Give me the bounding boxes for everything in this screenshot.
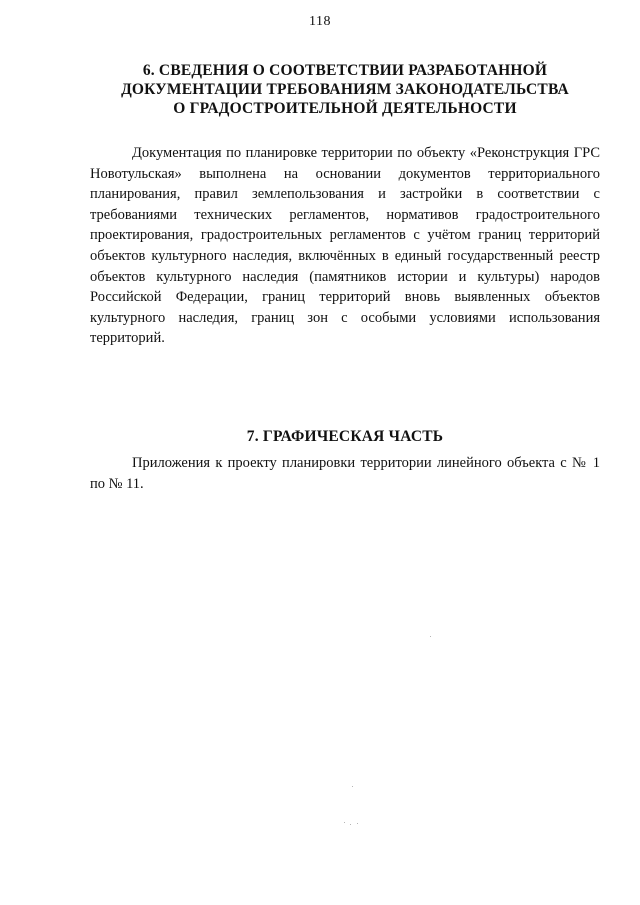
section-7-body [90,453,600,494]
scan-speck [344,822,345,823]
page-number: 118 [309,14,331,29]
scan-speck [352,786,353,787]
section-7-heading-text: 7. ГРАФИЧЕСКАЯ ЧАСТЬ [246,428,444,445]
section-6-body [90,143,600,349]
section-6-heading [90,61,600,118]
scan-speck [430,636,431,637]
scan-speck [350,824,351,825]
section-6-heading-line-1: 6. СВЕДЕНИЯ О СООТВЕТСТВИИ РАЗРАБОТАННОЙ [142,62,548,79]
section-6-heading-line-3: О ГРАДОСТРОИТЕЛЬНОЙ ДЕЯТЕЛЬНОСТИ [173,100,517,117]
scan-speck [357,823,358,824]
section-6-paragraph: Документация по планировке территории по объекту «Реконструкция ГРС Новотульская» выполнена на основании документов территориального планирования, правил землепользования и застройки в соответствии с требованиями технических регламентов, нормативов градостроительного проектирования, градостроительных регламентов с учётом границ территорий объектов культурного наследия, включённых в единый государственный реестр объектов культурного наследия (памятников истории и культуры) народов Российской Федерации, границ территорий вновь выявленных объектов культурного наследия, границ зон с особыми условиями использования территорий. [90,145,600,347]
section-7-paragraph: Приложения к проекту планировки территории линейного объекта с № 1 по № 11. [90,455,600,492]
section-6-heading-line-2: ДОКУМЕНТАЦИИ ТРЕБОВАНИЯМ ЗАКОНОДАТЕЛЬСТВА [121,81,569,98]
section-7-heading [90,427,600,446]
